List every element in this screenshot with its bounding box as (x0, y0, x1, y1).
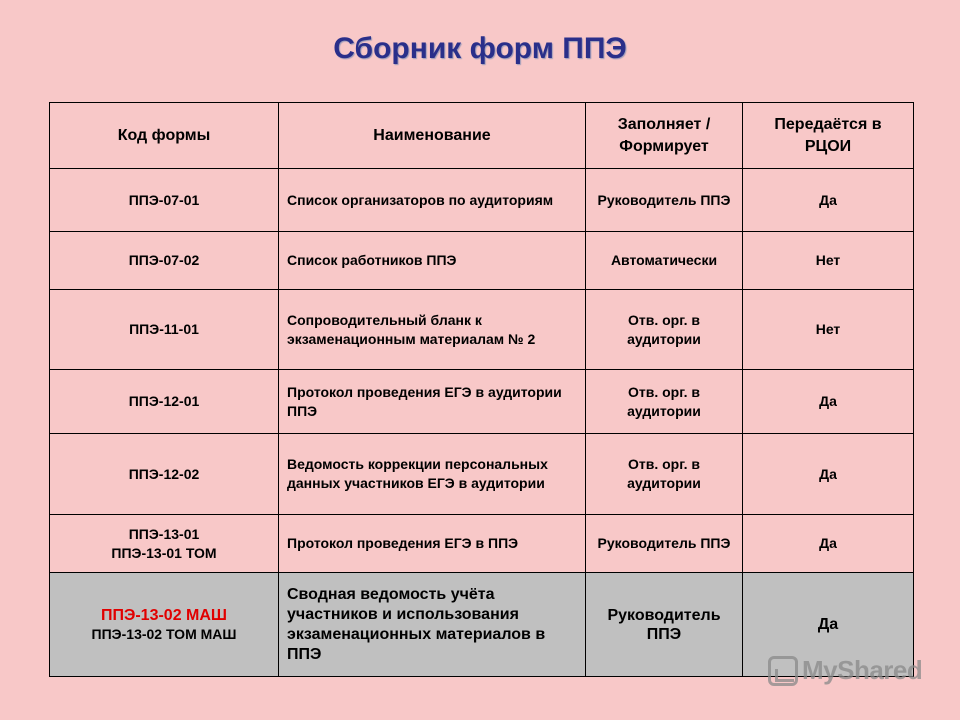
code-text: ППЭ-12-01 (128, 393, 200, 409)
code-alt-text: ППЭ-13-01 ТОМ (111, 544, 217, 561)
cell-fills: Отв. орг. в аудитории (586, 370, 743, 434)
watermark (768, 655, 922, 686)
code-text: ППЭ-13-01 (128, 525, 200, 542)
header-fills: Заполняет / Формирует (586, 103, 743, 169)
table-row (50, 169, 914, 232)
cell-name: Сопроводительный бланк к экзаменационным материалам № 2 (279, 290, 586, 370)
cell-fills: Руководитель ППЭ (586, 169, 743, 232)
cell-name: Список организаторов по аудиториям (279, 169, 586, 232)
header-code: Код формы (50, 103, 279, 169)
cell-code (50, 434, 279, 515)
cell-sent: Да (743, 573, 914, 677)
cell-fills: Отв. орг. в аудитории (586, 290, 743, 370)
table-row (50, 290, 914, 370)
code-text: ППЭ-07-02 (128, 252, 200, 268)
cell-fills: Руководитель ППЭ (586, 573, 743, 677)
cell-sent: Да (743, 370, 914, 434)
cell-sent: Да (743, 515, 914, 573)
cell-name: Ведомость коррекции персональных данных участников ЕГЭ в аудитории (279, 434, 586, 515)
table-header-row (50, 103, 914, 169)
table-row (50, 515, 914, 573)
cell-fills: Отв. орг. в аудитории (586, 434, 743, 515)
code-text: ППЭ-13-02 МАШ (100, 606, 228, 624)
cell-code (50, 573, 279, 677)
cell-fills: Автоматически (586, 232, 743, 290)
cell-name: Протокол проведения ЕГЭ в ППЭ (279, 515, 586, 573)
chart-logo-icon (768, 656, 798, 686)
cell-name: Протокол проведения ЕГЭ в аудитории ППЭ (279, 370, 586, 434)
page-title: Сборник форм ППЭ (333, 32, 627, 65)
code-text: ППЭ-11-01 (129, 321, 199, 337)
cell-sent: Да (743, 434, 914, 515)
cell-code (50, 370, 279, 434)
watermark-text: MyShared (802, 655, 923, 685)
cell-fills: Руководитель ППЭ (586, 515, 743, 573)
code-alt-text: ППЭ-13-02 ТОМ МАШ (91, 625, 237, 642)
cell-sent: Да (743, 169, 914, 232)
cell-code (50, 290, 279, 370)
cell-code (50, 232, 279, 290)
table-row (50, 370, 914, 434)
cell-code (50, 169, 279, 232)
table-row (50, 434, 914, 515)
forms-table (49, 102, 914, 677)
cell-code (50, 515, 279, 573)
code-text: ППЭ-12-02 (128, 465, 200, 482)
cell-name: Сводная ведомость учёта участников и использования экзаменационных материалов в ППЭ (279, 573, 586, 677)
cell-sent: Нет (743, 232, 914, 290)
header-sent: Передаётся в РЦОИ (743, 103, 914, 169)
table-row (50, 232, 914, 290)
cell-sent: Нет (743, 290, 914, 370)
header-name: Наименование (279, 103, 586, 169)
code-text: ППЭ-07-01 (128, 191, 200, 208)
cell-name: Список работников ППЭ (279, 232, 586, 290)
